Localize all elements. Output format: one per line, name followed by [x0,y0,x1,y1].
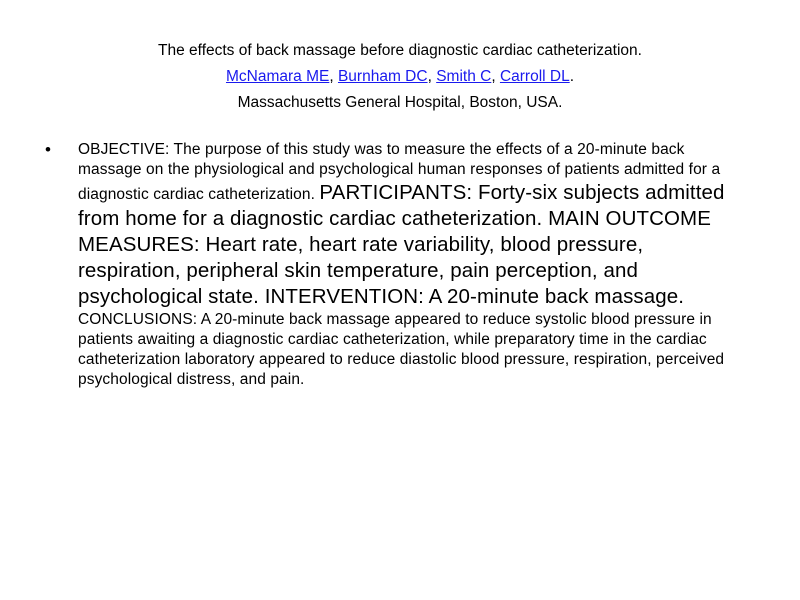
author-link-smith[interactable]: Smith C [436,68,492,85]
author-link-carroll[interactable]: Carroll DL [499,68,570,85]
article-title: The effects of back massage before diagnostic cardiac catheterization. [158,42,642,59]
author-list [0,64,800,90]
author-link-mcnamara[interactable]: McNamara ME [225,68,330,85]
participants-outcomes-intervention-text: PARTICIPANTS: Forty-six subjects admitted from home for a diagnostic cardiac catheterization. MAIN OUTCOME MEASURES: Heart rate, heart rate variability, blood pressure, respiration, peripheral skin temperature, pain perception, and psychological state. INTERVENTION: A 20-minute back massage. [78,181,725,308]
author-separator: . [569,68,575,85]
citation-header [0,38,800,116]
author-separator: , [491,68,500,85]
author-separator: , [329,68,338,85]
conclusions-text: CONCLUSIONS: A 20-minute back massage appeared to reduce systolic blood pressure in patients awaiting a diagnostic cardiac catheterization, while preparatory time in the cardiac catheterization laboratory appeared to reduce diastolic blood pressure, respiration, perceived psychological distress, and pain. [78,311,725,388]
author-separator: , [427,68,437,85]
abstract-text [78,140,750,390]
objective-text: OBJECTIVE: The purpose of this study was to measure the effects of a 20-minute back massage on the physiological and psychological human responses of patients admitted for a diagnostic cardiac catheterization. [78,141,721,203]
author-link-burnham[interactable]: Burnham DC [337,68,428,85]
bullet-icon: • [45,140,51,159]
affiliation: Massachusetts General Hospital, Boston, USA. [237,94,563,111]
